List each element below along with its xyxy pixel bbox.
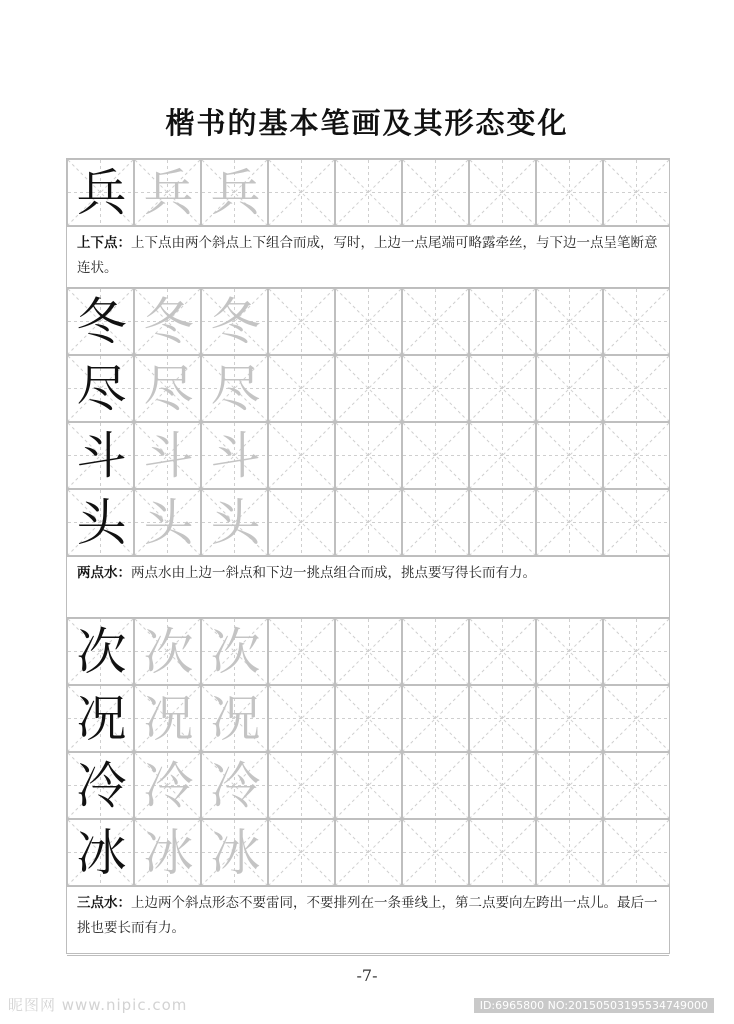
model-character: 次 [76, 623, 127, 681]
model-character: 斗 [76, 427, 127, 485]
mi-guide-lines [537, 423, 602, 488]
mi-guide-lines [470, 160, 535, 225]
mi-grid-cell [469, 819, 536, 886]
mi-grid-cell [268, 159, 335, 226]
mi-grid-cell [603, 422, 670, 489]
trace-character: 冷 [210, 757, 261, 815]
mi-guide-lines [537, 619, 602, 684]
note-text: 上下点由两个斜点上下组合而成，写时，上边一点尾端可略露牵丝，与下边一点呈笔断意连状。 [77, 235, 658, 276]
mi-grid-cell [335, 288, 402, 355]
mi-grid-cell [335, 489, 402, 556]
mi-grid-cell [268, 618, 335, 685]
stroke-note [67, 226, 669, 288]
mi-guide-lines [537, 490, 602, 555]
mi-grid-cell [67, 819, 134, 886]
mi-guide-lines [470, 289, 535, 354]
mi-grid-cell [134, 288, 201, 355]
mi-guide-lines [403, 289, 468, 354]
mi-grid-cell [67, 618, 134, 685]
mi-grid-cell [201, 819, 268, 886]
trace-character: 斗 [143, 427, 194, 485]
mi-guide-lines [269, 490, 334, 555]
mi-guide-lines [604, 619, 669, 684]
mi-guide-lines [336, 820, 401, 885]
mi-guide-lines [470, 490, 535, 555]
mi-guide-lines [470, 820, 535, 885]
mi-guide-lines [336, 686, 401, 751]
mi-guide-lines [269, 753, 334, 818]
mi-grid-cell [603, 288, 670, 355]
mi-guide-lines [403, 356, 468, 421]
model-character: 冷 [76, 757, 127, 815]
mi-grid-cell [402, 752, 469, 819]
model-character: 头 [76, 494, 127, 552]
note-text: 两点水由上边一斜点和下边一挑点组合而成，挑点要写得长而有力。 [131, 565, 536, 581]
mi-guide-lines [537, 289, 602, 354]
trace-character: 况 [143, 690, 194, 748]
model-character: 兵 [76, 164, 127, 222]
trace-character: 次 [210, 623, 261, 681]
mi-grid-cell [335, 422, 402, 489]
mi-grid-cell [67, 752, 134, 819]
mi-grid-cell [201, 489, 268, 556]
mi-guide-lines [403, 820, 468, 885]
mi-guide-lines [269, 160, 334, 225]
mi-guide-lines [403, 490, 468, 555]
trace-character: 冷 [143, 757, 194, 815]
mi-grid-cell [402, 355, 469, 422]
mi-grid-cell [268, 489, 335, 556]
mi-guide-lines [403, 686, 468, 751]
mi-grid-cell [201, 685, 268, 752]
stroke-note [67, 886, 669, 956]
mi-guide-lines [604, 289, 669, 354]
trace-character: 斗 [210, 427, 261, 485]
mi-grid-cell [469, 618, 536, 685]
mi-grid-cell [402, 422, 469, 489]
model-character: 尽 [76, 360, 127, 418]
mi-grid-cell [134, 355, 201, 422]
mi-guide-lines [403, 753, 468, 818]
trace-character: 兵 [143, 164, 194, 222]
mi-grid-cell [67, 685, 134, 752]
mi-guide-lines [336, 160, 401, 225]
mi-guide-lines [537, 820, 602, 885]
note-text: 上边两个斜点形态不要雷同，不要排列在一条垂线上，第二点要向左跨出一点儿。最后一挑也要长而有力。 [77, 895, 658, 936]
stroke-note [67, 556, 669, 618]
mi-grid-cell [603, 355, 670, 422]
mi-grid-cell [469, 159, 536, 226]
mi-grid-cell [469, 752, 536, 819]
mi-guide-lines [403, 423, 468, 488]
practice-sheet [66, 158, 670, 954]
mi-grid-cell [536, 752, 603, 819]
mi-grid-cell [603, 752, 670, 819]
model-character: 冰 [76, 824, 127, 882]
mi-guide-lines [269, 820, 334, 885]
mi-grid-cell [603, 618, 670, 685]
mi-grid-cell [536, 489, 603, 556]
trace-character: 尽 [143, 360, 194, 418]
mi-grid-cell [268, 355, 335, 422]
mi-guide-lines [537, 686, 602, 751]
practice-row [67, 288, 669, 355]
mi-grid-cell [134, 618, 201, 685]
trace-character: 冰 [210, 824, 261, 882]
mi-grid-cell [134, 819, 201, 886]
mi-grid-cell [603, 489, 670, 556]
mi-grid-cell [603, 685, 670, 752]
mi-guide-lines [537, 356, 602, 421]
practice-row [67, 752, 669, 819]
mi-grid-cell [469, 355, 536, 422]
mi-grid-cell [536, 422, 603, 489]
mi-grid-cell [335, 819, 402, 886]
mi-grid-cell [402, 685, 469, 752]
mi-grid-cell [268, 288, 335, 355]
mi-grid-cell [201, 752, 268, 819]
trace-character: 兵 [210, 164, 261, 222]
mi-grid-cell [402, 819, 469, 886]
mi-grid-cell [469, 685, 536, 752]
mi-guide-lines [336, 490, 401, 555]
mi-grid-cell [536, 618, 603, 685]
trace-character: 况 [210, 690, 261, 748]
mi-guide-lines [403, 619, 468, 684]
image-id-watermark: ID:6965800 NO:20150503195534749000 [474, 998, 714, 1013]
mi-grid-cell [268, 752, 335, 819]
mi-guide-lines [604, 423, 669, 488]
mi-grid-cell [134, 159, 201, 226]
trace-character: 头 [143, 494, 194, 552]
mi-guide-lines [604, 820, 669, 885]
page-number: -7- [356, 966, 378, 985]
mi-grid-cell [134, 489, 201, 556]
mi-grid-cell [536, 685, 603, 752]
mi-guide-lines [604, 753, 669, 818]
trace-character: 头 [210, 494, 261, 552]
mi-guide-lines [604, 490, 669, 555]
mi-grid-cell [268, 422, 335, 489]
practice-row [67, 819, 669, 886]
mi-guide-lines [537, 753, 602, 818]
mi-grid-cell [335, 618, 402, 685]
mi-guide-lines [336, 619, 401, 684]
mi-guide-lines [403, 160, 468, 225]
mi-guide-lines [269, 356, 334, 421]
mi-guide-lines [269, 423, 334, 488]
trace-character: 冬 [143, 293, 194, 351]
mi-grid-cell [268, 819, 335, 886]
mi-grid-cell [402, 618, 469, 685]
mi-grid-cell [268, 685, 335, 752]
mi-grid-cell [536, 355, 603, 422]
practice-row [67, 685, 669, 752]
practice-row [67, 422, 669, 489]
mi-grid-cell [603, 819, 670, 886]
practice-row [67, 355, 669, 422]
practice-row [67, 489, 669, 556]
mi-grid-cell [335, 355, 402, 422]
mi-grid-cell [469, 288, 536, 355]
mi-grid-cell [469, 422, 536, 489]
mi-grid-cell [201, 422, 268, 489]
mi-guide-lines [336, 289, 401, 354]
mi-guide-lines [537, 160, 602, 225]
mi-grid-cell [67, 355, 134, 422]
mi-grid-cell [402, 489, 469, 556]
mi-grid-cell [402, 159, 469, 226]
mi-guide-lines [604, 160, 669, 225]
mi-guide-lines [269, 686, 334, 751]
mi-guide-lines [604, 356, 669, 421]
mi-grid-cell [536, 159, 603, 226]
mi-guide-lines [269, 289, 334, 354]
mi-grid-cell [335, 752, 402, 819]
mi-guide-lines [604, 686, 669, 751]
mi-grid-cell [335, 685, 402, 752]
mi-guide-lines [336, 753, 401, 818]
mi-grid-cell [536, 819, 603, 886]
mi-grid-cell [201, 288, 268, 355]
mi-guide-lines [269, 619, 334, 684]
mi-grid-cell [134, 752, 201, 819]
mi-guide-lines [336, 423, 401, 488]
site-watermark: 昵图网 www.nipic.com [8, 996, 188, 1014]
mi-grid-cell [469, 489, 536, 556]
mi-grid-cell [67, 288, 134, 355]
page-title: 楷书的基本笔画及其形态变化 [165, 106, 569, 140]
mi-grid-cell [603, 159, 670, 226]
practice-row [67, 618, 669, 685]
mi-guide-lines [336, 356, 401, 421]
mi-grid-cell [67, 159, 134, 226]
note-label: 上下点： [77, 235, 131, 251]
mi-grid-cell [67, 422, 134, 489]
mi-grid-cell [134, 422, 201, 489]
mi-guide-lines [470, 356, 535, 421]
trace-character: 尽 [210, 360, 261, 418]
mi-grid-cell [201, 618, 268, 685]
trace-character: 冬 [210, 293, 261, 351]
mi-guide-lines [470, 753, 535, 818]
mi-grid-cell [134, 685, 201, 752]
trace-character: 次 [143, 623, 194, 681]
mi-grid-cell [67, 489, 134, 556]
mi-guide-lines [470, 686, 535, 751]
mi-grid-cell [536, 288, 603, 355]
note-label: 三点水： [77, 895, 131, 911]
note-label: 两点水： [77, 565, 131, 581]
mi-grid-cell [402, 288, 469, 355]
model-character: 况 [76, 690, 127, 748]
mi-grid-cell [335, 159, 402, 226]
mi-grid-cell [201, 355, 268, 422]
mi-guide-lines [470, 423, 535, 488]
mi-guide-lines [470, 619, 535, 684]
model-character: 冬 [76, 293, 127, 351]
practice-row [67, 159, 669, 226]
trace-character: 冰 [143, 824, 194, 882]
mi-grid-cell [201, 159, 268, 226]
